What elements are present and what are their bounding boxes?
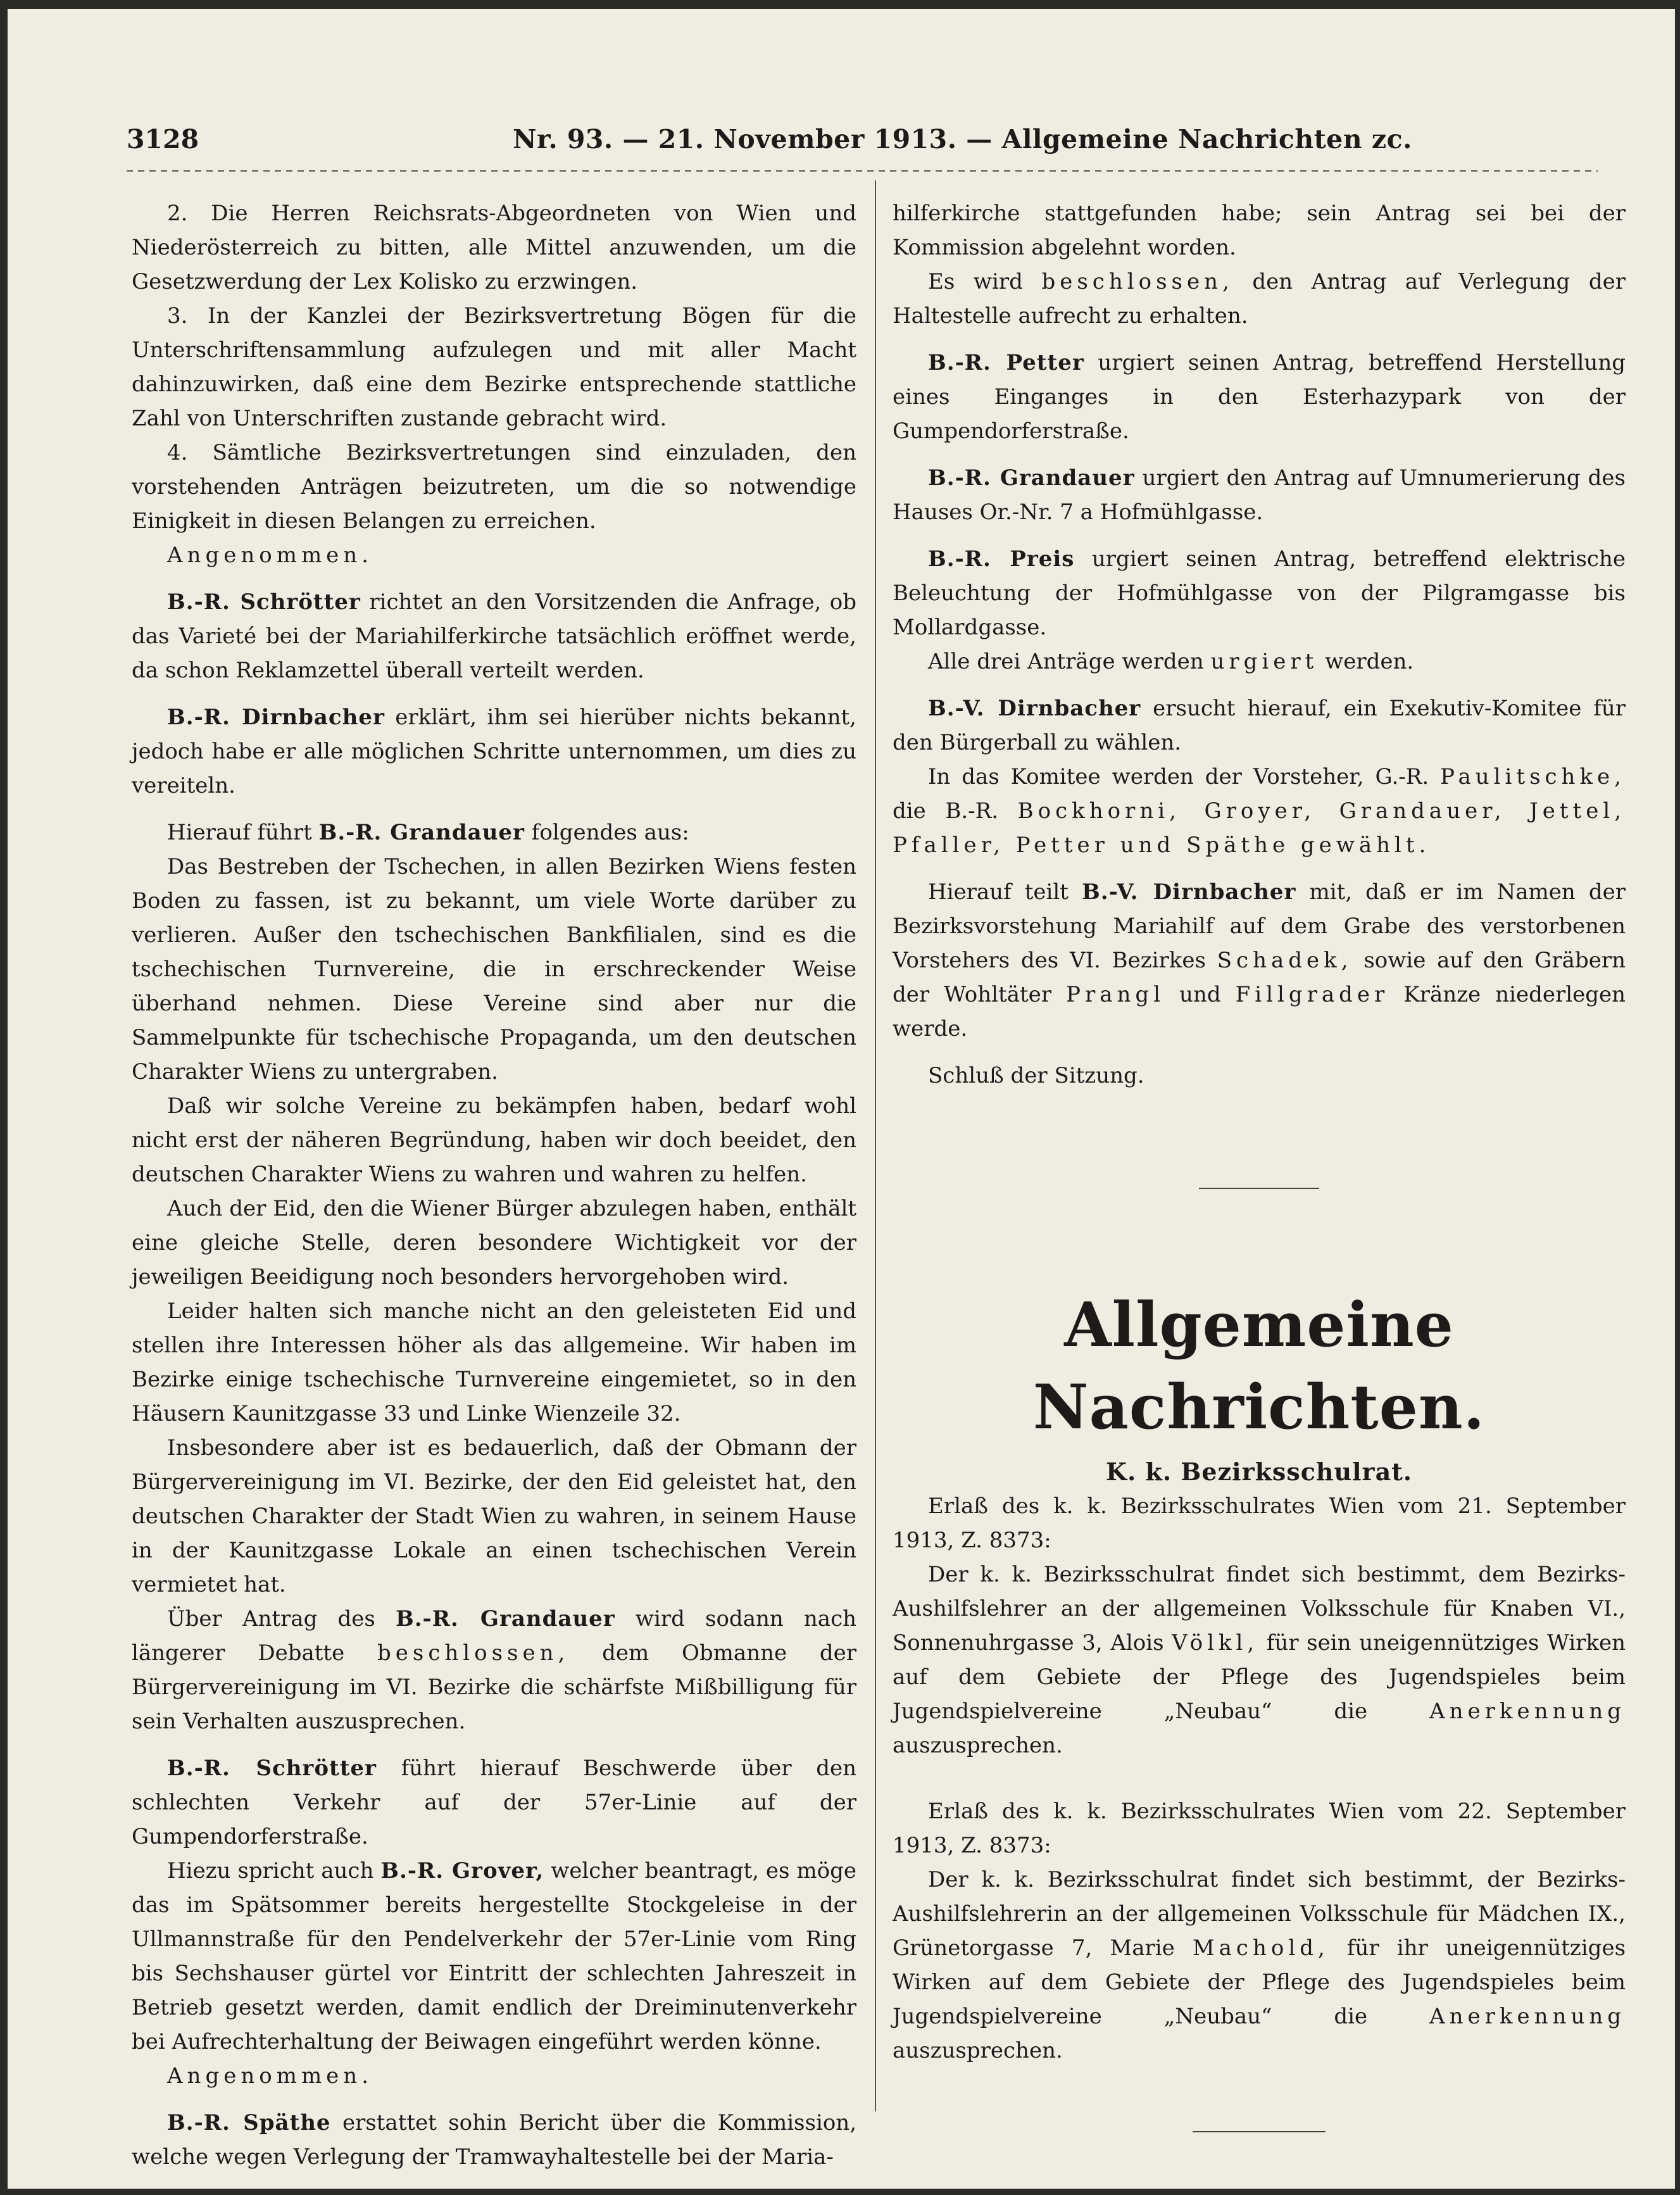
paragraph-text: für sein uneigennütziges Wirken auf dem Gebiete der Pflege des Jugendspieles beim Jugendspielvereine „Neubau“ die <box>893 1630 1626 1724</box>
paragraph <box>893 542 1626 645</box>
resolution-adopted: Angenommen. <box>167 543 373 568</box>
section-title: Allgemeine Nachrichten. <box>1032 1289 1486 1443</box>
emphasis-word: Anerkennung <box>1429 2004 1626 2029</box>
paragraph-text: erklärt, ihm sei hierüber nichts bekannt, jedoch habe er alle möglichen Schritte unternommen, um dies zu vereiteln. <box>132 705 856 798</box>
paragraph-text: werden. <box>1325 649 1414 674</box>
paragraph-text: und <box>1179 982 1221 1007</box>
paragraph: Leider halten sich manche nicht an den geleisteten Eid und stellen ihre Interessen höher als das allgemeine. Wir haben im Bezirke einige tschechische Turnvereine eingemietet, so in den Häusern Kaunitzgasse 33 und Linke Wienzeile 32. <box>132 1299 856 1426</box>
person-name: Völkl, <box>1172 1630 1259 1656</box>
paragraph-text: Hierauf teilt <box>928 879 1069 905</box>
person-name: Machold, <box>1192 1935 1329 1961</box>
person-name: Schadek, <box>1217 948 1353 973</box>
speaker-name: B.-R. Dirnbacher <box>167 705 385 730</box>
page-number: 3128 <box>127 124 199 154</box>
paragraph-text: folgendes aus: <box>531 820 689 845</box>
paragraph: Daß wir solche Vereine zu bekämpfen haben, bedarf wohl nicht erst der näheren Begründung, haben wir doch beeidet, den deutschen Charakter Wiens zu wahren und wahren zu helfen. <box>132 1093 856 1187</box>
person-names: Bockhorni, Groyer, Grandauer, Jettel, Pfaller, Petter und Späthe gewählt. <box>893 798 1626 858</box>
paragraph-text: dem Obmanne der Bürgervereinigung im VI. Bezirke die schärfste Mißbilligung für sein Verhalten auszusprechen. <box>132 1640 856 1734</box>
paragraph <box>893 346 1626 448</box>
decree-heading: Erlaß des k. k. Bezirksschulrates Wien vom 21. September 1913, Z. 8373: <box>893 1494 1626 1553</box>
paragraph-text: urgiert den Antrag auf Umnumerierung des Hauses Or.-Nr. 7 a Hofmühlgasse. <box>893 465 1626 525</box>
paragraph-text: Über Antrag des <box>167 1606 375 1632</box>
paragraph-text: erstattet sohin Bericht über die Kommission, welche wegen Verlegung der Tramwayhaltestelle bei der Maria- <box>132 2110 857 2170</box>
closing-line: Schluß der Sitzung. <box>928 1063 1144 1088</box>
header-rule <box>127 168 1598 174</box>
person-name: Fillgrader <box>1235 982 1389 1007</box>
paragraph <box>132 2106 856 2174</box>
speaker-name: B.-R. Grandauer <box>395 1606 615 1632</box>
end-rule <box>1193 2131 1326 2132</box>
paragraph-text: für ihr uneigennütziges Wirken auf dem Gebiete der Pflege des Jugendspieles beim Jugendspielvereine „Neubau“ die <box>893 1935 1626 2029</box>
paragraph <box>893 265 1626 333</box>
paragraph <box>132 1751 856 1854</box>
paragraph-text: Kränze niederlegen werde. <box>893 982 1626 1041</box>
speaker-name: B.-V. Dirnbacher <box>1082 879 1296 905</box>
left-column <box>132 196 856 2174</box>
scan-border-top <box>0 0 1680 9</box>
paragraph-text: Hierauf führt <box>167 820 312 845</box>
paragraph-text: sowie auf den Gräbern der Wohltäter <box>893 948 1626 1007</box>
paragraph: 3. In der Kanzlei der Bezirksvertretung Bögen für die Unterschriftensammlung aufzulegen und mit aller Macht dahinzuwirken, daß eine dem Bezirke entsprechende stattliche Zahl von Unterschriften zustande gebracht wird. <box>132 303 856 431</box>
paragraph: Auch der Eid, den die Wiener Bürger abzulegen haben, enthält eine gleiche Stelle, deren besondere Wichtigkeit vor der jeweiligen Beeidigung noch besonders hervorgehoben wird. <box>132 1196 856 1290</box>
paragraph: Das Bestreben der Tschechen, in allen Bezirken Wiens festen Boden zu fassen, ist zu bekannt, um viele Worte darüber zu verlieren. Außer den tschechischen Bankfilialen, sind es die tschechischen Turnvereine, die in erschreckender Weise überhand nehmen. Diese Vereine sind aber nur die Sammelpunkte für tschechische Propaganda, um den deutschen Charakter Wiens zu untergraben. <box>132 854 856 1085</box>
paragraph-text: welcher beantragt, es möge das im Spätsommer bereits hergestellte Stockgeleise in der Ullmannstraße für den Pendelverkehr der 57er-Linie vom Ring bis Sechshauser gürtel vor Eintritt der schlechten Jahreszeit in Betrieb gesetzt werden, damit endlich der Dreiminutenverkehr bei Aufrechterhaltung der Beiwagen eingeführt werden könne. <box>132 1858 856 2054</box>
paragraph <box>893 1863 1626 2068</box>
paragraph-text: richtet an den Vorsitzenden die Anfrage, ob das Varieté bei der Mariahilferkirche tatsächlich eröffnet werde, da schon Reklamzettel überall verteilt werden. <box>132 589 856 683</box>
paragraph-text: wird sodann nach längerer Debatte <box>132 1606 857 1666</box>
resolution-word: beschlossen, <box>377 1640 570 1666</box>
paragraph <box>132 1854 856 2059</box>
resolution-word: urgiert <box>1210 649 1319 674</box>
paragraph <box>893 645 1626 679</box>
paragraph-text: Alle drei Anträge werden <box>928 649 1204 674</box>
resolution-adopted: Angenommen. <box>167 2063 373 2089</box>
right-column <box>893 196 1626 2132</box>
paragraph-text: urgiert seinen Antrag, betreffend Herstellung eines Einganges in den Esterhazypark von der Gumpendorferstraße. <box>893 350 1626 444</box>
paragraph-text: Es wird <box>928 269 1023 294</box>
speaker-name: B.-R. Späthe <box>167 2110 331 2135</box>
paragraph-text: mit, daß er im Namen der Bezirksvorstehung Mariahilf auf dem Grabe des verstorbenen Vorstehers des VI. Bezirkes <box>893 879 1626 973</box>
paragraph <box>893 875 1626 1046</box>
paragraph <box>132 1602 856 1739</box>
paragraph-text: Hiezu spricht auch <box>167 1858 374 1884</box>
scan-border-left <box>0 0 8 2195</box>
paragraph <box>132 585 856 688</box>
emphasis-word: Anerkennung <box>1429 1699 1626 1724</box>
paragraph-text: Der k. k. Bezirksschulrat findet sich bestimmt, dem Bezirks-Aushilfslehrer an der allgemeinen Volksschule für Knaben VI., Sonnenuhrgasse 3, Alois <box>893 1562 1626 1656</box>
paragraph-text: Der k. k. Bezirksschulrat findet sich bestimmt, der Bezirks-Aushilfslehrerin an der allgemeinen Volksschule für Mädchen IX., Grünetorgasse 7, Marie <box>893 1867 1626 1961</box>
speaker-name: B.-R. Preis <box>928 546 1075 572</box>
person-name: Prangl <box>1066 982 1165 1007</box>
paragraph: 4. Sämtliche Bezirksvertretungen sind einzuladen, den vorstehenden Anträgen beizutreten, um die so notwendige Einigkeit in diesen Belangen zu erreichen. <box>132 440 856 534</box>
paragraph-text: urgiert seinen Antrag, betreffend elektrische Beleuchtung der Hofmühlgasse von der Pilgramgasse bis Mollardgasse. <box>893 546 1626 640</box>
person-name: Paulitschke, <box>1440 764 1626 789</box>
paragraph-text: den Antrag auf Verlegung der Haltestelle aufrecht zu erhalten. <box>893 269 1626 329</box>
scan-border-bottom <box>0 2189 1680 2195</box>
paragraph-text: In das Komitee werden der Vorsteher, G.-R. <box>928 764 1429 789</box>
page-header <box>127 120 1598 158</box>
section-rule <box>1199 1188 1319 1189</box>
paragraph <box>893 1557 1626 1763</box>
paragraph <box>132 815 856 850</box>
paragraph <box>132 700 856 803</box>
speaker-name: B.-V. Dirnbacher <box>928 696 1141 721</box>
paragraph <box>893 461 1626 529</box>
speaker-name: B.-R. Grandauer <box>928 465 1135 491</box>
paragraph <box>893 691 1626 760</box>
running-head: Nr. 93. — 21. November 1913. — Allgemeine Nachrichten zc. <box>513 124 1412 154</box>
decree-heading: Erlaß des k. k. Bezirksschulrates Wien vom 22. September 1913, Z. 8373: <box>893 1799 1626 1858</box>
paragraph-text: führt hierauf Beschwerde über den schlechten Verkehr auf der 57er-Linie auf der Gumpendorferstraße. <box>132 1756 856 1849</box>
resolution-word: beschlossen, <box>1041 269 1234 294</box>
speaker-name: B.-R. Petter <box>928 350 1084 375</box>
section-subtitle: K. k. Bezirksschulrat. <box>1106 1457 1412 1486</box>
scan-border-right <box>1675 0 1680 2195</box>
paragraph: 2. Die Herren Reichsrats-Abgeordneten von Wien und Niederösterreich zu bitten, alle Mittel anzuwenden, um die Gesetzwerdung der Lex Kolisko zu erzwingen. <box>132 201 856 294</box>
paragraph-text: auszusprechen. <box>893 1733 1063 1758</box>
paragraph-text: ersucht hierauf, ein Exekutiv-Komitee für den Bürgerball zu wählen. <box>893 696 1626 755</box>
paragraph-text: auszusprechen. <box>893 2038 1063 2063</box>
paragraph <box>893 760 1626 862</box>
speaker-name: B.-R. Schrötter <box>167 589 361 615</box>
column-divider <box>875 180 876 2111</box>
speaker-name: B.-R. Grandauer <box>318 820 525 845</box>
paragraph: hilferkirche stattgefunden habe; sein Antrag sei bei der Kommission abgelehnt worden. <box>893 201 1626 260</box>
paragraph: Insbesondere aber ist es bedauerlich, daß der Obmann der Bürgervereinigung im VI. Bezirke, der den Eid geleistet hat, den deutschen Charakter der Stadt Wien zu wahren, in seinem Hause in der Kaunitzgasse Lokale an einen tschechischen Verein vermietet hat. <box>132 1435 856 1597</box>
speaker-name: B.-R. Schrötter <box>167 1756 377 1781</box>
speaker-name: B.-R. Grover, <box>380 1858 544 1884</box>
paragraph-text: die B.-R. <box>893 798 999 824</box>
